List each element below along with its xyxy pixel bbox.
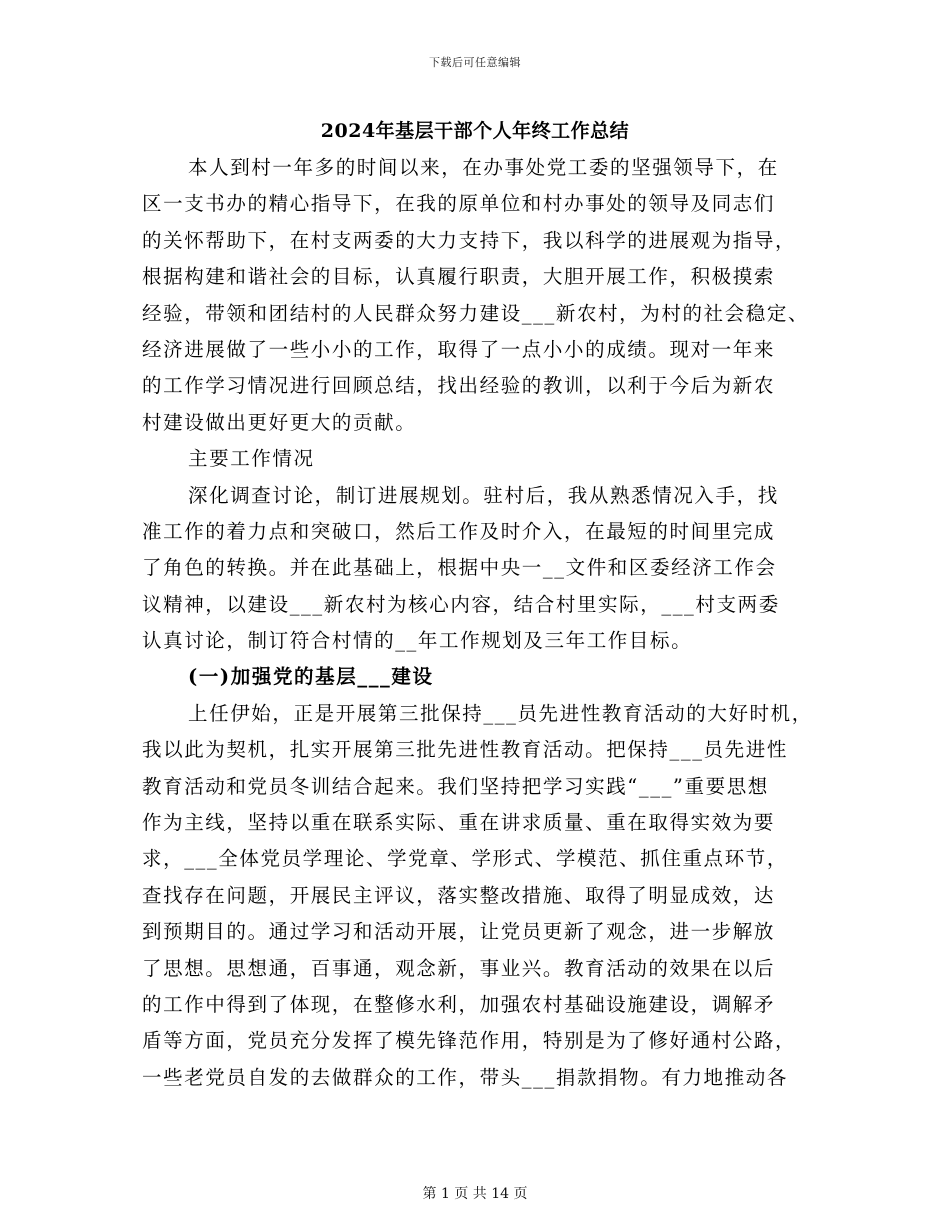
paragraph-line: 本人到村一年多的时间以来，在办事处党工委的坚强领导下，在 xyxy=(188,156,779,179)
paragraph-line: 准工作的着力点和突破口，然后工作及时介入，在最短的时间里完成 xyxy=(142,519,776,543)
paragraph-line: 的工作中得到了体现，在整修水利，加强农村基础设施建设，调解矛 xyxy=(142,992,776,1016)
paragraph-line: 认真讨论，制订符合村情的__年工作规划及三年工作目标。 xyxy=(142,629,693,653)
paragraph-line: 作为主线，坚持以重在联系实际、重在讲求质量、重在取得实效为要 xyxy=(142,811,776,835)
paragraph-line: 议精神，以建设___新农村为核心内容，结合村里实际，___村支两委 xyxy=(142,592,780,616)
document-title: 2024年基层干部个人年终工作总结 xyxy=(320,120,630,142)
paragraph-line: 根据构建和谐社会的目标，认真履行职责，大胆开展工作，积极摸索 xyxy=(142,265,776,289)
subsection-heading: (一)加强党的基层___建设 xyxy=(188,665,434,689)
paragraph-line: 教育活动和党员冬训结合起来。我们坚持把学习实践“___”重要思想 xyxy=(142,774,769,798)
paragraph-line: 深化调查讨论，制订进展规划。驻村后，我从熟悉情况入手，找 xyxy=(188,483,779,507)
paragraph-line: 经济进展做了一些小小的工作，取得了一点小小的成绩。现对一年来 xyxy=(142,337,776,361)
paragraph-line: 的关怀帮助下，在村支两委的大力支持下，我以科学的进展观为指导， xyxy=(142,228,797,252)
paragraph-line: 求，___全体党员学理论、学党章、学形式、学模范、抓住重点环节， xyxy=(142,847,788,871)
paragraph-line: 村建设做出更好更大的贡献。 xyxy=(142,410,417,434)
paragraph-line: 我以此为契机，扎实开展第三批先进性教育活动。把保持___员先进性 xyxy=(142,738,788,762)
paragraph-line: 一些老党员自发的去做群众的工作，带头___捐款捐物。有力地推动各 xyxy=(142,1065,788,1089)
section-heading: 主要工作情况 xyxy=(188,447,315,471)
paragraph-line: 到预期目的。通过学习和活动开展，让党员更新了观念，进一步解放 xyxy=(142,920,776,944)
document-body xyxy=(142,150,822,1096)
paragraph-line: 的工作学习情况进行回顾总结，找出经验的教训，以利于今后为新农 xyxy=(142,374,776,398)
paragraph-line: 上任伊始，正是开展第三批保持___员先进性教育活动的大好时机， xyxy=(188,701,813,725)
paragraph-line: 区一支书办的精心指导下，在我的原单位和村办事处的领导及同志们 xyxy=(142,192,776,216)
paragraph-line: 查找存在问题，开展民主评议，落实整改措施、取得了明显成效，达 xyxy=(142,883,776,907)
paragraph-line: 经验，带领和团结村的人民群众努力建设___新农村，为村的社会稳定、 xyxy=(142,301,810,325)
page-header-note: 下载后可任意编辑 xyxy=(429,56,521,69)
paragraph-line: 了角色的转换。并在此基础上，根据中央一__文件和区委经济工作会 xyxy=(142,556,777,580)
paragraph-line: 了思想。思想通，百事通，观念新，事业兴。教育活动的效果在以后 xyxy=(142,956,776,980)
page-footer-number: 第 1 页 共 14 页 xyxy=(422,1186,528,1202)
paragraph-line: 盾等方面，党员充分发挥了模先锋范作用，特别是为了修好通村公路， xyxy=(142,1029,797,1053)
